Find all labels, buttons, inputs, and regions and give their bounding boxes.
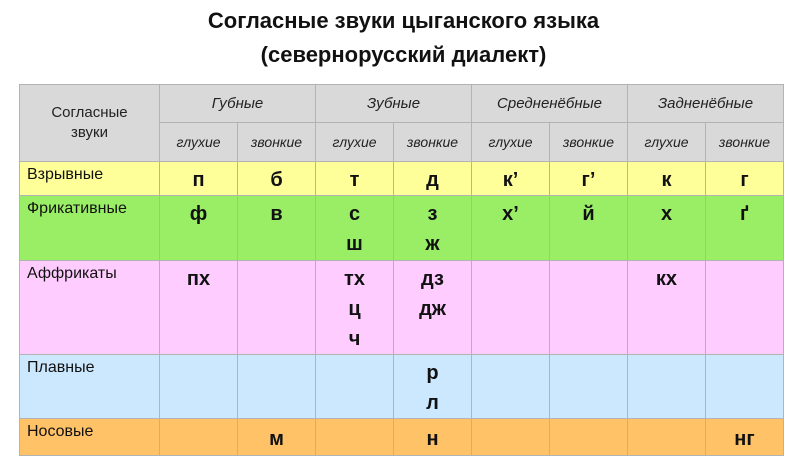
table-cell — [472, 162, 550, 196]
sound-symbol: пх — [186, 268, 211, 290]
table-row — [20, 419, 784, 456]
table-cell — [238, 419, 316, 456]
cell-sound-stack — [160, 264, 237, 294]
sound-symbol: ф — [189, 203, 208, 225]
sound-symbol: ц — [348, 298, 361, 320]
sound-symbol: ж — [425, 233, 440, 255]
table-cell — [394, 261, 472, 355]
sound-symbol: з — [427, 203, 438, 225]
cell-sound-stack — [316, 165, 393, 195]
row-label: Фрикативные — [20, 196, 160, 261]
table-cell — [316, 261, 394, 355]
cell-sound-stack — [160, 199, 237, 229]
table-cell — [706, 196, 784, 261]
table-cell — [316, 419, 394, 456]
group-header-dental: Зубные — [316, 85, 472, 123]
sound-symbol: г — [740, 169, 749, 191]
sound-symbol: тх — [344, 268, 365, 290]
table-cell — [472, 196, 550, 261]
cell-sound-stack — [472, 199, 549, 229]
corner-label: Согласные звуки — [51, 104, 128, 141]
table-row — [20, 196, 784, 261]
cell-sound-stack — [238, 165, 315, 195]
sound-symbol: х’ — [502, 203, 519, 225]
table-cell — [550, 162, 628, 196]
cell-sound-stack — [706, 199, 783, 229]
group-header-velar: Задненёбные — [628, 85, 784, 123]
sound-symbol: в — [270, 203, 283, 225]
sound-symbol: к’ — [502, 169, 519, 191]
sound-symbol: х — [660, 203, 673, 225]
table-cell — [472, 419, 550, 456]
table-cell — [628, 162, 706, 196]
sound-symbol: м — [269, 428, 284, 450]
table-cell — [706, 261, 784, 355]
table-cell — [316, 162, 394, 196]
table-cell — [394, 162, 472, 196]
subheader-voiced: звонкие — [706, 123, 784, 162]
row-label: Взрывные — [20, 162, 160, 196]
table-cell — [550, 355, 628, 419]
page-title: Согласные звуки цыганского языка — [207, 8, 600, 33]
subheader-voiced: звонкие — [394, 123, 472, 162]
table-cell — [160, 162, 238, 196]
table-cell — [706, 355, 784, 419]
cell-sound-stack — [238, 199, 315, 229]
table-cell — [706, 162, 784, 196]
cell-sound-stack — [394, 424, 471, 454]
row-label: Аффрикаты — [20, 261, 160, 355]
cell-sound-stack — [316, 264, 393, 354]
group-header-palatal: Средненёбные — [472, 85, 628, 123]
table-cell — [316, 355, 394, 419]
cell-sound-stack — [160, 165, 237, 195]
cell-sound-stack — [550, 165, 627, 195]
sound-symbol: р — [426, 362, 439, 384]
sound-symbol: п — [192, 169, 205, 191]
cell-sound-stack — [472, 165, 549, 195]
sound-symbol: к — [661, 169, 672, 191]
table-row — [20, 261, 784, 355]
page-subtitle: (севернорусский диалект) — [260, 42, 547, 67]
cell-sound-stack — [394, 165, 471, 195]
subheader-voiceless: глухие — [628, 123, 706, 162]
table-body — [20, 162, 784, 456]
subheader-voiced: звонкие — [238, 123, 316, 162]
table-cell — [160, 419, 238, 456]
sound-symbol: дж — [419, 298, 446, 320]
table-cell — [394, 355, 472, 419]
table-cell — [316, 196, 394, 261]
sound-symbol: ґ — [740, 203, 749, 225]
table-cell — [550, 261, 628, 355]
table-cell — [394, 419, 472, 456]
sound-symbol: дз — [421, 268, 444, 290]
subheader-voiceless: глухие — [472, 123, 550, 162]
cell-sound-stack — [316, 199, 393, 259]
subheader-voiced: звонкие — [550, 123, 628, 162]
cell-sound-stack — [628, 165, 705, 195]
sound-symbol: й — [582, 203, 595, 225]
table-cell — [628, 355, 706, 419]
cell-sound-stack — [628, 264, 705, 294]
sound-symbol: с — [348, 203, 361, 225]
sound-symbol: л — [426, 392, 439, 414]
sound-symbol: н — [426, 428, 439, 450]
sound-symbol: д — [426, 169, 439, 191]
row-label: Плавные — [20, 355, 160, 419]
cell-sound-stack — [706, 424, 783, 454]
sound-symbol: ш — [346, 233, 363, 255]
cell-sound-stack — [706, 165, 783, 195]
subheader-voiceless: глухие — [316, 123, 394, 162]
table-cell — [394, 196, 472, 261]
cell-sound-stack — [394, 358, 471, 418]
table-cell — [160, 261, 238, 355]
row-label: Носовые — [20, 419, 160, 456]
sound-symbol: ч — [348, 328, 361, 350]
consonants-table — [19, 84, 784, 456]
table-cell — [238, 261, 316, 355]
cell-sound-stack — [394, 264, 471, 324]
table-cell — [706, 419, 784, 456]
cell-sound-stack — [550, 199, 627, 229]
table-row — [20, 355, 784, 419]
sound-symbol: б — [270, 169, 283, 191]
subheader-voiceless: глухие — [160, 123, 238, 162]
table-cell — [628, 196, 706, 261]
table-cell — [238, 355, 316, 419]
corner-header — [20, 85, 160, 162]
table-cell — [550, 419, 628, 456]
cell-sound-stack — [628, 199, 705, 229]
group-header-labial: Губные — [160, 85, 316, 123]
sound-symbol: кх — [655, 268, 678, 290]
table-cell — [238, 162, 316, 196]
cell-sound-stack — [394, 199, 471, 259]
table-cell — [160, 355, 238, 419]
table-cell — [628, 261, 706, 355]
cell-sound-stack — [238, 424, 315, 454]
table-cell — [628, 419, 706, 456]
table-cell — [472, 355, 550, 419]
table-row — [20, 162, 784, 196]
table-cell — [160, 196, 238, 261]
sound-symbol: г’ — [581, 169, 596, 191]
sound-symbol: т — [349, 169, 360, 191]
sound-symbol: нг — [734, 428, 755, 450]
table-cell — [472, 261, 550, 355]
table-cell — [550, 196, 628, 261]
table-cell — [238, 196, 316, 261]
